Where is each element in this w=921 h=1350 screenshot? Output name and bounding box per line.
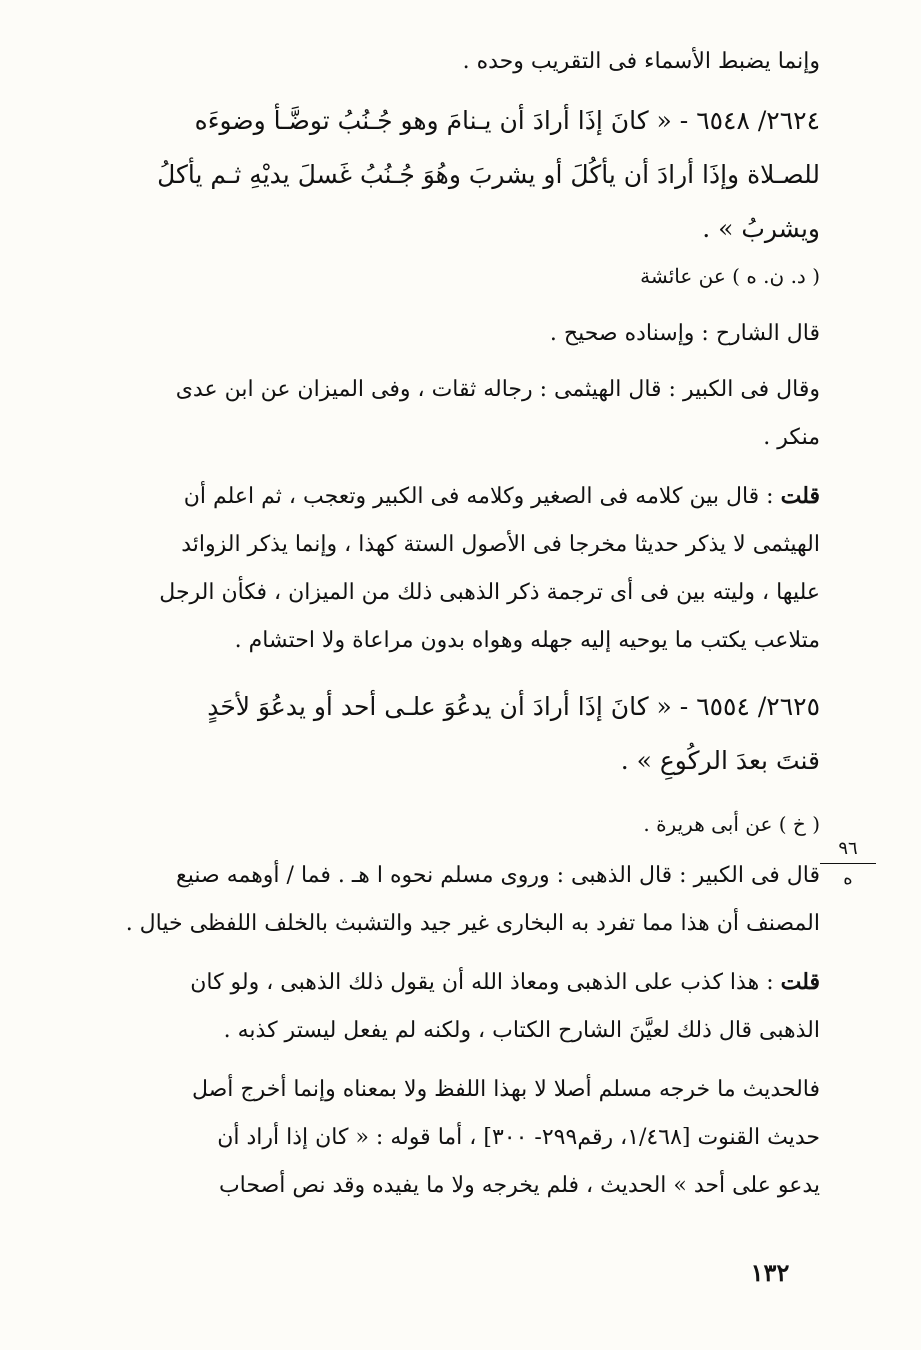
text-line bbox=[100, 958, 820, 1007]
text-line bbox=[100, 472, 820, 521]
text-line: فالحديث ما خرجه مسلم أصلا لا بهذا اللفظ ولا بمعناه وإنما أخرج أصل bbox=[191, 1077, 820, 1102]
text-segment: : هذا كذب على الذهبى ومعاذ الله أن يقول ذلك الذهبى ، ولو كان bbox=[190, 970, 781, 995]
text-line: للصـلاة وإذَا أرادَ أن يأكُلَ أو يشربَ وهُوَ جُـنُبُ غَسلَ يديْهِ ثـم يأكلُ bbox=[157, 160, 820, 189]
text-line: يدعو على أحد » الحديث ، فلم يخرجه ولا ما يفيده وقد نص أصحاب bbox=[218, 1173, 820, 1198]
bold-label: قلت bbox=[780, 483, 820, 509]
text-line: ٢٦٢٤/ ٦٥٤٨ - « كانَ إذَا أرادَ أن يـنامَ وهو جُـنُبُ توضَّـأ وضوءَه bbox=[194, 106, 820, 135]
text-line: حديث القنوت [١/٤٦٨، رقم٢٩٩- ٣٠٠] ، أما قوله : « كان إذا أراد أن bbox=[217, 1125, 820, 1150]
paragraph-p4 bbox=[100, 366, 820, 462]
text-line: قنتَ بعدَ الركُوعِ » . bbox=[620, 746, 820, 775]
paragraph-p6 bbox=[100, 680, 820, 788]
text-line: قال فى الكبير : قال الذهبى : وروى مسلم نحوه ا هـ . فما / أوهمه صنيع bbox=[176, 863, 820, 888]
paragraph-p7 bbox=[100, 800, 820, 848]
text-line: عليها ، وليته بين فى أى ترجمة ذكر الذهبى ذلك من الميزان ، فكأن الرجل bbox=[159, 580, 820, 605]
margin-reference-top: ٩٦ bbox=[838, 838, 858, 859]
text-line: متلاعب يكتب ما يوحيه إليه جهله وهواه بدون مراعاة ولا احتشام . bbox=[234, 628, 820, 653]
text-line: قال الشارح : وإسناده صحيح . bbox=[549, 321, 820, 346]
margin-reference-rule bbox=[820, 863, 876, 864]
text-line: الذهبى قال ذلك لعيَّنَ الشارح الكتاب ، ولكنه لم يفعل ليستر كذبه . bbox=[223, 1018, 820, 1043]
text-line: الهيثمى لا يذكر حديثا مخرجا فى الأصول الستة كهذا ، وإنما يذكر الزوائد bbox=[181, 532, 820, 557]
paragraph-p3 bbox=[100, 310, 820, 358]
bold-label: قلت bbox=[780, 969, 820, 995]
text-line: ٢٦٢٥/ ٦٥٥٤ - « كانَ إذَا أرادَ أن يدعُوَ علـى أحد أو يدعُوَ لأحَدٍ bbox=[207, 692, 820, 721]
paragraph-p0 bbox=[100, 38, 820, 86]
paragraph-p1 bbox=[100, 94, 820, 256]
text-line: المصنف أن هذا مما تفرد به البخارى غير جيد والتشبث بالخلف اللفظى خيال . bbox=[125, 911, 820, 936]
text-line: منكر . bbox=[763, 425, 820, 450]
margin-reference bbox=[820, 838, 876, 889]
paragraph-p8 bbox=[100, 852, 820, 948]
text-line: ويشربُ » . bbox=[702, 214, 820, 243]
paragraph-p2 bbox=[100, 252, 820, 300]
text-line: ( د. ن. ه ) عن عائشة bbox=[640, 264, 820, 288]
page-number: ١٣٢ bbox=[750, 1258, 790, 1287]
paragraph-p9 bbox=[100, 958, 820, 1055]
text-line: ( خ ) عن أبى هريرة . bbox=[643, 812, 820, 836]
paragraph-p10 bbox=[100, 1066, 820, 1210]
paragraph-p5 bbox=[100, 472, 820, 665]
text-segment: : قال بين كلامه فى الصغير وكلامه فى الكبير وتعجب ، ثم اعلم أن bbox=[183, 484, 781, 509]
margin-reference-bottom: ه bbox=[843, 868, 853, 889]
text-line: وإنما يضبط الأسماء فى التقريب وحده . bbox=[462, 49, 820, 74]
text-line: وقال فى الكبير : قال الهيثمى : رجاله ثقات ، وفى الميزان عن ابن عدى bbox=[175, 377, 820, 402]
